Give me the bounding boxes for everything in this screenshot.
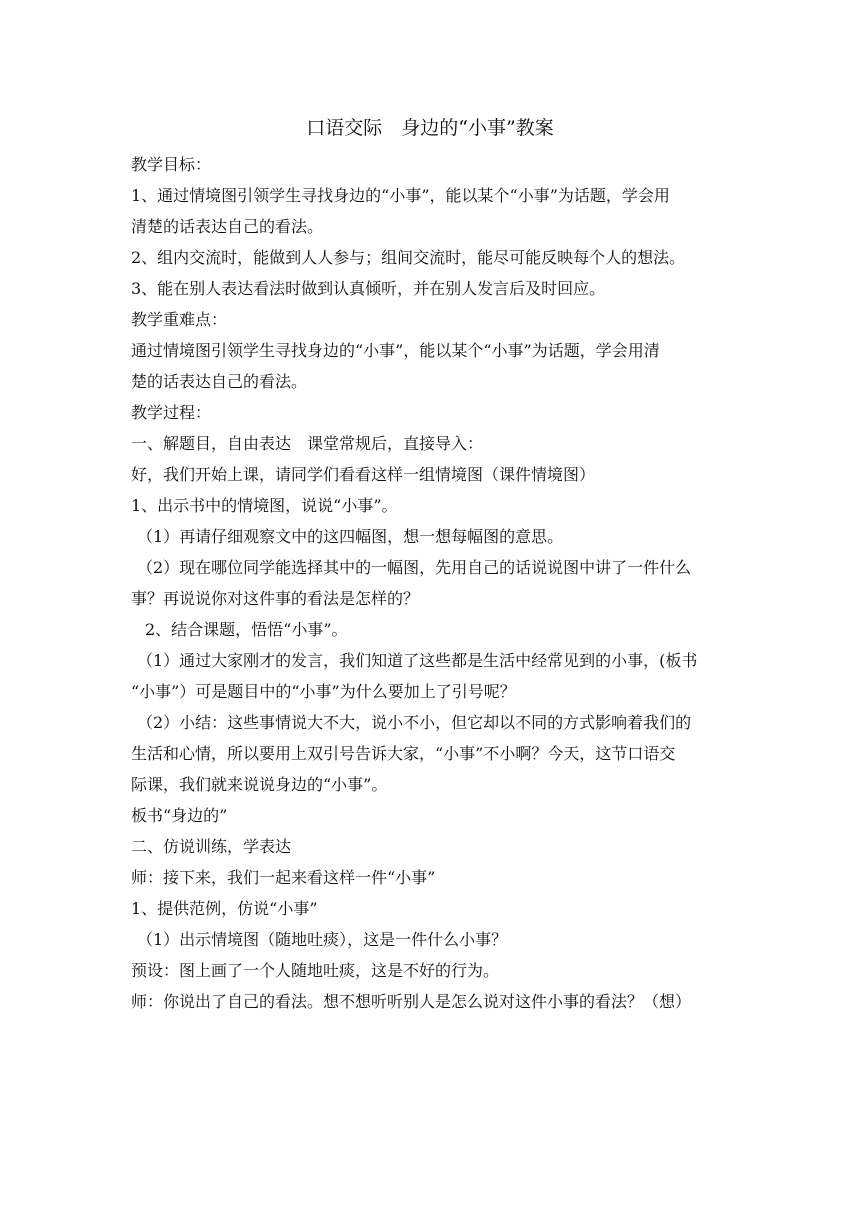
paragraph-line: 板书“身边的” — [131, 806, 228, 825]
section-heading-practice: 二、仿说训练，学表达 — [131, 837, 292, 856]
section-heading-process: 教学过程： — [131, 403, 212, 422]
paragraph-line: 楚的话表达自己的看法。 — [131, 372, 308, 391]
paragraph-line: 清楚的话表达自己的看法。 — [131, 217, 324, 236]
paragraph-line: 师：你说出了自己的看法。想不想听听别人是怎么说对这件小事的看法？（想） — [131, 992, 692, 1011]
paragraph-line: （2）小结：这些事情说大不大，说小不小，但它却以不同的方式影响着我们的 — [137, 713, 692, 732]
section-heading-key-points: 教学重难点： — [131, 310, 228, 329]
paragraph-line: 一、解题目，自由表达 课堂常规后，直接导入： — [131, 434, 484, 453]
paragraph-line: （1）出示情境图（随地吐痰），这是一件什么小事？ — [137, 930, 508, 949]
paragraph-line: （1）再请仔细观察文中的这四幅图，想一想每幅图的意思。 — [137, 527, 564, 546]
paragraph-line: 3、能在别人表达看法时做到认真倾听，并在别人发言后及时回应。 — [131, 279, 606, 298]
paragraph-line: 生活和心情，所以要用上双引号告诉大家，“小事”不小啊？今天，这节口语交 — [131, 744, 676, 763]
paragraph-line: 1、出示书中的情境图，说说“小事”。 — [131, 496, 398, 515]
paragraph-line: （2）现在哪位同学能选择其中的一幅图，先用自己的话说说图中讲了一件什么 — [137, 558, 692, 577]
paragraph-line: （1）通过大家刚才的发言，我们知道了这些都是生活中经常见到的小事，(板书 — [137, 651, 698, 670]
document-body — [131, 149, 731, 1017]
paragraph-line: 2、结合课题，悟悟“小事”。 — [145, 620, 348, 639]
paragraph-line: 际课，我们就来说说身边的“小事”。 — [131, 775, 388, 794]
paragraph-line: 事？再说说你对这件事的看法是怎样的？ — [131, 589, 420, 608]
paragraph-line: 好，我们开始上课，请同学们看看这样一组情境图（课件情境图） — [131, 465, 596, 484]
document-title: 口语交际 身边的“小事”教案 — [306, 117, 554, 139]
paragraph-line: 师：接下来，我们一起来看这样一件“小事” — [131, 868, 436, 887]
paragraph-line: 通过情境图引领学生寻找身边的“小事”，能以某个“小事”为话题，学会用清 — [131, 341, 660, 360]
section-heading-objectives: 教学目标： — [131, 155, 212, 174]
paragraph-line: 1、通过情境图引领学生寻找身边的“小事”，能以某个“小事”为话题，学会用 — [131, 186, 670, 205]
paragraph-line: 预设：图上画了一个人随地吐痰，这是不好的行为。 — [131, 961, 500, 980]
paragraph-line: “小事”）可是题目中的“小事”为什么要加上了引号呢？ — [131, 682, 516, 701]
paragraph-line: 1、提供范例，仿说“小事” — [131, 899, 318, 918]
paragraph-line: 2、组内交流时，能做到人人参与；组间交流时，能尽可能反映每个人的想法。 — [131, 248, 686, 267]
